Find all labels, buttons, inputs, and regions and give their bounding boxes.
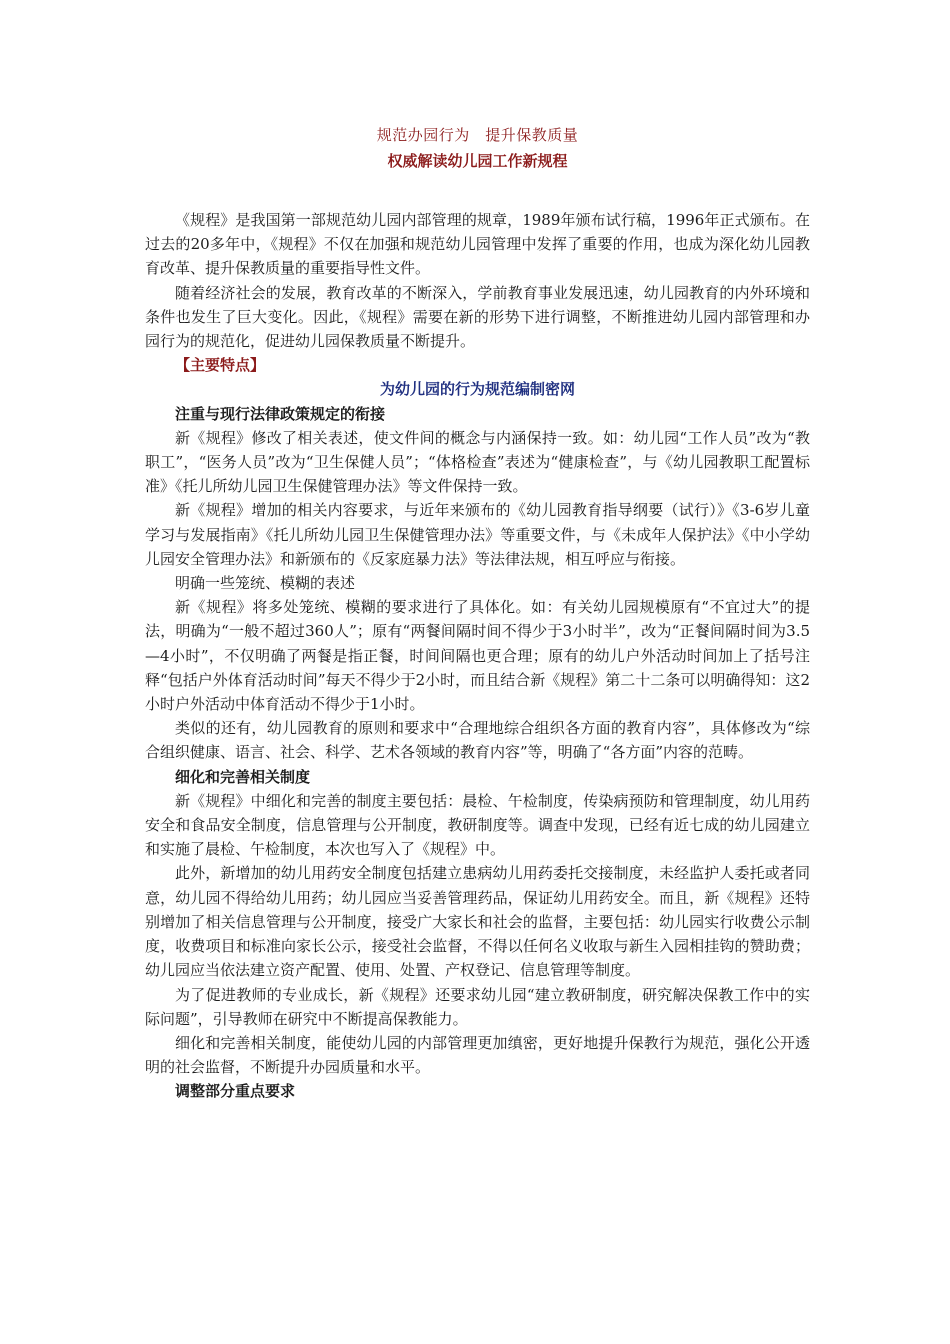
sec1-heading: 注重与现行法律政策规定的衔接: [175, 404, 386, 423]
sec4-heading: 调整部分重点要求: [175, 1082, 296, 1101]
spacer: [145, 174, 810, 208]
intro-paragraph-2: 随着经济社会的发展，教育改革的不断深入，学前教育事业发展迅速，幼儿园教育的内外环境和条件也发生了巨大变化。因此，《规程》需要在新的形势下进行调整，不断推进幼儿园内部管理和办园行为的规范化，促进幼儿园保教质量不断提升。: [145, 283, 810, 351]
document-title: 规范办园行为 提升保教质量: [376, 126, 579, 144]
features-label: 【主要特点】: [175, 356, 266, 375]
document-subtitle: 权威解读幼儿园工作新规程: [387, 152, 568, 170]
sec3-heading: 细化和完善相关制度: [175, 767, 311, 786]
sec2-heading: 明确一些笼统、模糊的表述: [175, 574, 356, 593]
intro-paragraph-1: 《规程》是我国第一部规范幼儿园内部管理的规章，1989年颁布试行稿，1996年正式颁布。在过去的20多年中，《规程》不仅在加强和规范幼儿园管理中发挥了重要的作用，也成为深化幼儿园教育改革、提升保教质量的重要指导性文件。: [145, 211, 810, 278]
section-title: 为幼儿园的行为规范编制密网: [379, 380, 575, 399]
sec2-paragraph-1: 新《规程》将多处笼统、模糊的要求进行了具体化。如：有关幼儿园规模原有“不宜过大”的提法，明确为“一般不超过360人”；原有“两餐间隔时间不得少于3小时半”，改为“正餐间隔时间为3.5—4小时”，不仅明确了两餐是指正餐，时间间隔也更合理；原有的幼儿户外活动时间加上了括号注释“包括户外体育活动时间”每天不得少于2小时，而且结合新《规程》第二十二条可以明确得知：这2小时户外活动中体育活动不得少于1小时。: [145, 598, 810, 714]
sec1-paragraph-2: 新《规程》增加的相关内容要求，与近年来颁布的《幼儿园教育指导纲要（试行）》《3-6岁儿童学习与发展指南》《托儿所幼儿园卫生保健管理办法》等重要文件，与《未成年人保护法》《中小学幼儿园安全管理办法》和新颁布的《反家庭暴力法》等法律法规，相互呼应与衔接。: [145, 501, 810, 568]
sec2-paragraph-2: 类似的还有，幼儿园教育的原则和要求中“合理地综合组织各方面的教育内容”，具体修改为“综合组织健康、语言、社会、科学、艺术各领域的教育内容”等，明确了“各方面”内容的范畴。: [145, 719, 810, 762]
document-body: [145, 122, 810, 1104]
sec3-paragraph-3: 为了促进教师的专业成长，新《规程》还要求幼儿园“建立教研制度，研究解决保教工作中的实际问题”，引导教师在研究中不断提高保教能力。: [145, 985, 810, 1028]
sec3-paragraph-2: 此外，新增加的幼儿用药安全制度包括建立患病幼儿用药委托交接制度，未经监护人委托或者同意，幼儿园不得给幼儿用药；幼儿园应当妥善管理药品，保证幼儿用药安全。而且，新《规程》还特别增加了相关信息管理与公开制度，接受广大家长和社会的监督，主要包括：幼儿园实行收费公示制度，收费项目和标准向家长公示，接受社会监督，不得以任何名义收取与新生入园相挂钩的赞助费；幼儿园应当依法建立资产配置、使用、处置、产权登记、信息管理等制度。: [145, 864, 810, 980]
sec3-paragraph-4: 细化和完善相关制度，能使幼儿园的内部管理更加缜密，更好地提升保教行为规范，强化公开透明的社会监督，不断提升办园质量和水平。: [145, 1033, 810, 1077]
sec3-paragraph-1: 新《规程》中细化和完善的制度主要包括：晨检、午检制度，传染病预防和管理制度，幼儿用药安全和食品安全制度，信息管理与公开制度，教研制度等。调查中发现，已经有近七成的幼儿园建立和实施了晨检、午检制度，本次也写入了《规程》中。: [145, 791, 810, 859]
sec1-paragraph-1: 新《规程》修改了相关表述，使文件间的概念与内涵保持一致。如：幼儿园“工作人员”改为“教职工”，“医务人员”改为“卫生保健人员”；“体格检查”表述为“健康检查”，与《幼儿园教职工配置标准》《托儿所幼儿园卫生保健管理办法》等文件保持一致。: [145, 428, 810, 496]
